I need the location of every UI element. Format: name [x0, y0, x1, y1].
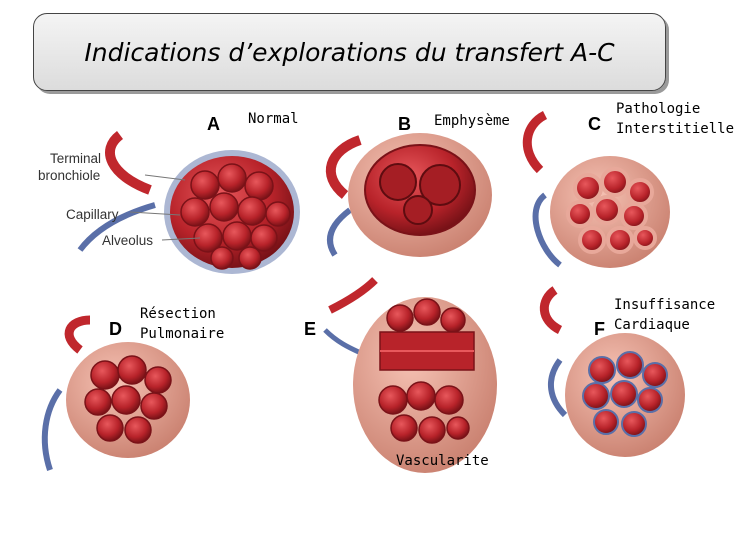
label-capillary: Capillary — [66, 207, 119, 222]
panel-b-letter: B — [398, 114, 411, 134]
label-terminal-bronchiole-line2: bronchiole — [38, 168, 101, 183]
caption-interstitial-line2: Interstitielle — [616, 121, 734, 137]
panel-a-letter: A — [207, 114, 220, 134]
panel-b-illustration — [330, 133, 492, 257]
panel-c-letter: C — [588, 114, 601, 134]
caption-interstitial — [616, 99, 734, 139]
caption-resection-line2: Pulmonaire — [140, 326, 225, 342]
panel-e-letter: E — [304, 319, 317, 339]
slide-title: Indications d’explorations du transfert A-C — [84, 37, 615, 67]
label-alveolus: Alveolus — [102, 233, 154, 248]
panel-d-letter: D — [109, 319, 122, 339]
panel-a-illustration — [80, 135, 300, 274]
caption-heart-failure-line1: Insuffisance — [614, 297, 716, 313]
caption-heart-failure-line2: Cardiaque — [614, 317, 690, 333]
caption-interstitial-line1: Pathologie — [616, 101, 701, 117]
caption-normal: Normal — [248, 111, 299, 127]
caption-resection — [140, 304, 224, 344]
panel-e-illustration — [325, 280, 497, 473]
panel-f-letter: F — [594, 319, 605, 339]
label-terminal-bronchiole-line1: Terminal — [50, 151, 102, 166]
label-terminal-bronchiole — [38, 150, 102, 184]
caption-emphysema: Emphysème — [434, 113, 510, 129]
caption-heart-failure — [614, 295, 715, 335]
caption-vasculitis: Vascularite — [396, 453, 489, 469]
caption-resection-line1: Résection — [140, 306, 216, 322]
